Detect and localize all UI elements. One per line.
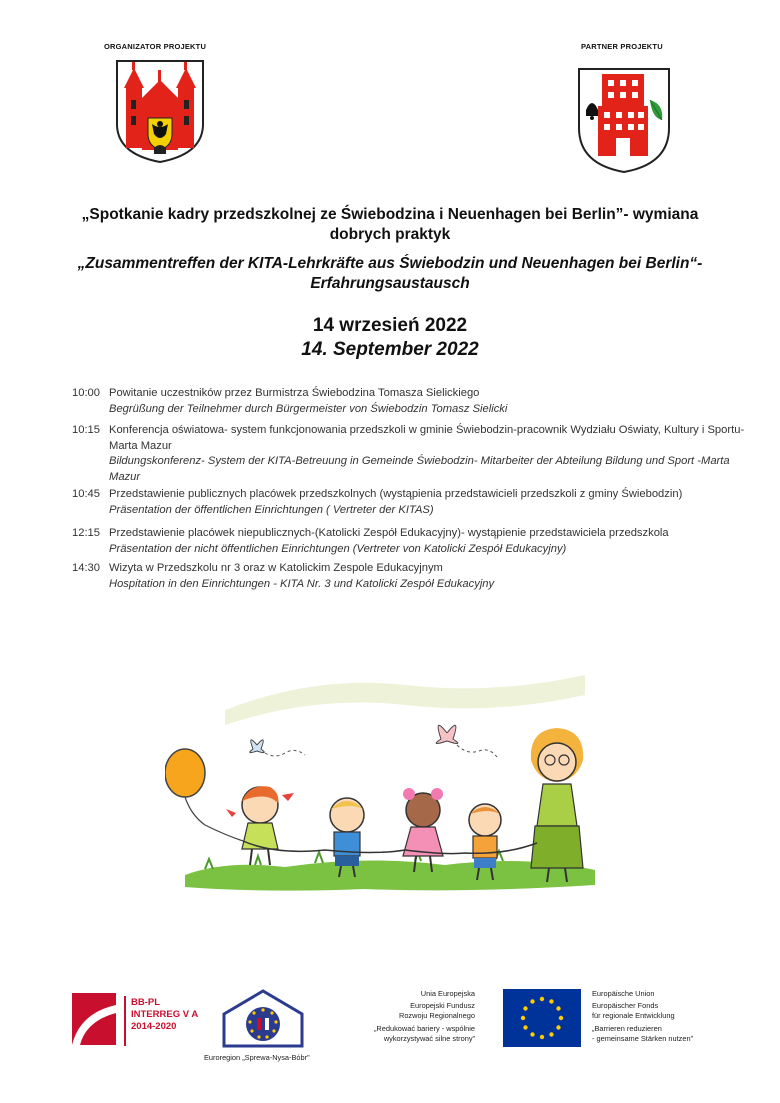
eu-german-block [592, 989, 752, 1044]
eu-flag-logo [503, 989, 581, 1047]
eu-polish-title: Unia Europejska [420, 989, 475, 998]
agenda-text-polish: Powitanie uczestników przez Burmistrza Świebodzina Tomasza Sielickiego [109, 387, 480, 399]
agenda-time: 14:30 [72, 562, 100, 574]
interreg-line2: INTERREG V A [131, 1009, 199, 1020]
agenda-item [72, 561, 762, 592]
title-polish [0, 205, 780, 245]
date-german: 14. September 2022 [301, 339, 479, 360]
agenda-item [72, 386, 762, 417]
eu-polish-fund-line1: Europejski Fundusz [410, 1001, 475, 1011]
agenda-text-german: Bildungskonferenz- System der KITA-Betreuung in Gemeinde Świebodzin- Mitarbeiter der Abteilung Bildung und Sport -Marta Mazur [109, 455, 730, 483]
title-german [0, 254, 780, 294]
date-polish: 14 wrzesień 2022 [312, 315, 468, 336]
agenda-time: 12:15 [72, 527, 100, 539]
title-german-line1: „Zusammentreffen der KITA-Lehrkräfte aus Świebodzin und Neuenhagen bei Berlin“- [77, 255, 703, 272]
agenda-text-german: Begrüßung der Teilnehmer durch Bürgermeister von Świebodzin Tomasz Sielicki [109, 402, 508, 415]
neuenhagen-coat-of-arms-logo [576, 66, 672, 174]
interreg-divider [124, 996, 126, 1046]
swiebodzin-coat-of-arms-logo [114, 58, 206, 164]
agenda [72, 386, 762, 592]
eu-german-fund-line2: für regionale Entwicklung [592, 1011, 675, 1021]
organizer-label: ORGANIZATOR PROJEKTU [104, 42, 207, 51]
agenda-text-polish: Wizyta w Przedszkolu nr 3 oraz w Katolickim Zespole Edukacyjnym [109, 562, 443, 574]
title-polish-line1: „Spotkanie kadry przedszkolnej ze Świebodzina i Neuenhagen bei Berlin”- wymiana [81, 206, 699, 223]
agenda-time: 10:00 [72, 387, 100, 399]
agenda-text-german: Präsentation der nicht öffentlichen Einrichtungen (Vertreter von Katolicki Zespół Edukacyjny) [109, 542, 567, 555]
interreg-line1: BB-PL [131, 997, 161, 1008]
euroregion-logo [220, 988, 306, 1048]
eu-polish-block [320, 989, 475, 1044]
agenda-time: 10:15 [72, 424, 100, 436]
eu-polish-motto-line2: wykorzystywać silne strony” [383, 1033, 475, 1043]
agenda-text-polish: Przedstawienie placówek niepublicznych-(Katolicki Zespół Edukacyjny)- wystąpienie przedstawiciela przedszkola [109, 527, 669, 539]
children-illustration [165, 655, 615, 915]
eu-german-motto-line1: „Barrieren reduzieren [592, 1023, 662, 1033]
partner-label: PARTNER PROJEKTU [581, 42, 663, 51]
eu-polish-fund-line2: Rozwoju Regionalnego [398, 1011, 475, 1021]
euroregion-caption: Euroregion „Sprewa-Nysa-Bóbr” [204, 1053, 310, 1062]
agenda-text-polish: Przedstawienie publicznych placówek przedszkolnych (wystąpienia przedstawicieli przedszkoli z gminy Świebodzin) [109, 488, 683, 500]
agenda-text-german: Präsentation der öffentlichen Einrichtungen ( Vertreter der KITAS) [109, 503, 434, 516]
title-polish-line2: dobrych praktyk [329, 226, 451, 243]
interreg-text [131, 997, 198, 1033]
agenda-text-german: Hospitation in den Einrichtungen - KITA Nr. 3 und Katolicki Zespół Edukacyjny [109, 577, 495, 590]
eu-german-motto-line2: - gemeinsame Stärken nutzen” [592, 1033, 694, 1043]
agenda-item [72, 423, 762, 485]
eu-german-title: Europäische Union [592, 989, 655, 998]
eu-polish-motto-line1: „Redukować bariery - wspólnie [373, 1023, 475, 1033]
agenda-item [72, 526, 762, 557]
interreg-line3: 2014-2020 [131, 1021, 177, 1032]
interreg-logo [72, 993, 116, 1045]
agenda-text-polish: Konferencja oświatowa- system funkcjonowania przedszkoli w gminie Świebodzin-pracownik Wydziału Oświaty, Kultury i Sportu- Marta Mazur [109, 424, 745, 452]
eu-german-fund-line1: Europäischer Fonds [592, 1001, 659, 1011]
agenda-item [72, 487, 762, 518]
title-german-line2: Erfahrungsaustausch [310, 275, 470, 292]
agenda-time: 10:45 [72, 488, 100, 500]
